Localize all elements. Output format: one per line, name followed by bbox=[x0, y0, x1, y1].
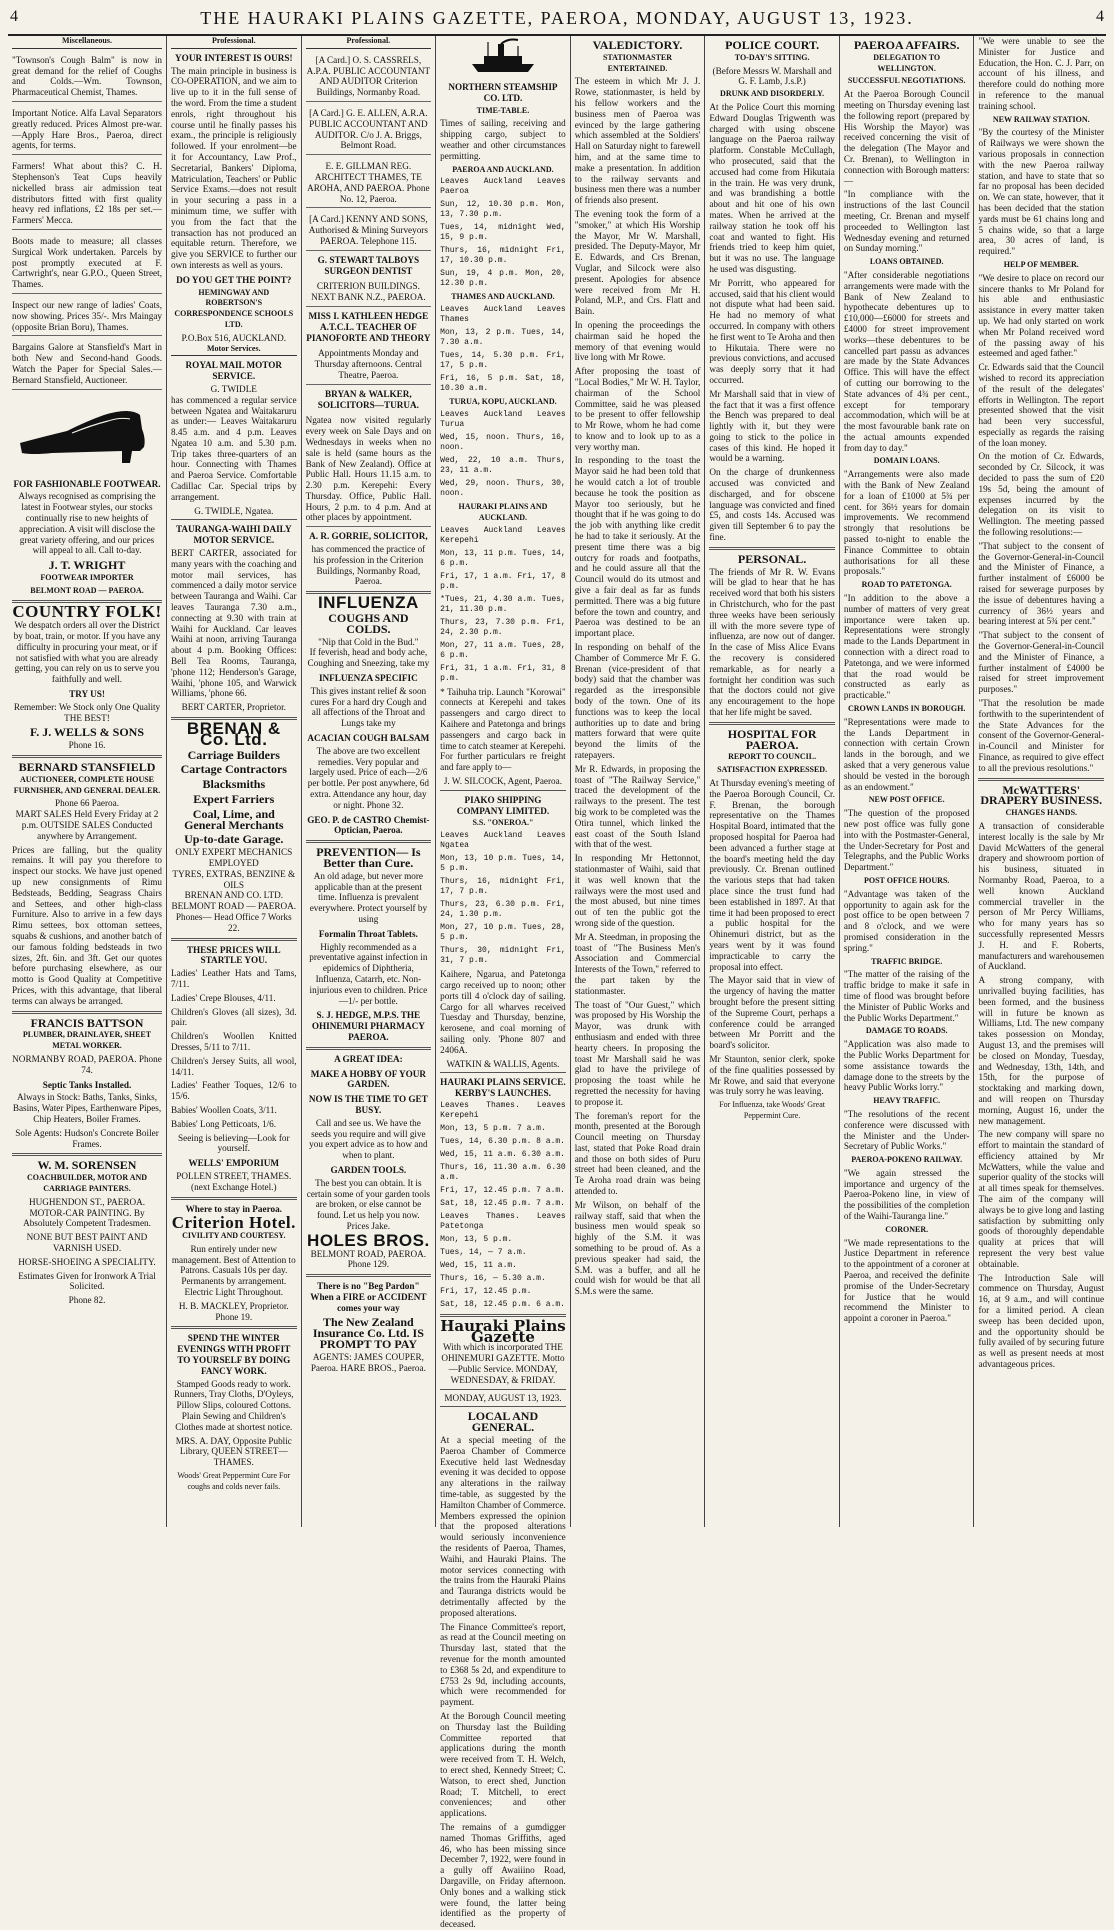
hedge-teacher: MISS I. KATHLEEN HEDGE A.T.C.L. TEACHER OF PIANOFORTE AND THEORY bbox=[306, 310, 431, 343]
gorrie-text: has commenced the practice of his profession in the Criterion Buildings, Normanby Road, Paeroa. bbox=[311, 544, 426, 587]
timetable-row: Thurs, 23, 6.30 p.m. Fri, 24, 1.30 p.m. bbox=[440, 900, 566, 920]
sole-agents: Sole Agents: Hudson's Concrete Boiler Frames. bbox=[15, 1127, 159, 1149]
timetable-row: Leaves Auckland Leaves Paeroa bbox=[440, 177, 566, 197]
wright-address: BELMONT ROAD — PAEROA. bbox=[30, 585, 144, 595]
gazette-nameplate: Hauraki Plains Gazette bbox=[440, 1316, 566, 1346]
mackley-name: H. B. MACKLEY, Proprietor. Phone 19. bbox=[178, 1300, 289, 1322]
divider bbox=[709, 547, 835, 550]
railway-station-text: "By the courtesy of the Minister of Railways we were shown the various proposals in connection with the new Paeroa railway station, and have to state that so far no proposal has been decided on. We can state, however, that it has been decided that the station yards must be 61 chains long and 5 chains wide, so that a large area, 30 acres of land, is required." bbox=[978, 127, 1105, 257]
peppermint-cure-footer: Woods' Great Peppermint Cure For coughs and colds never fails. bbox=[177, 1471, 291, 1491]
gazette-subtitle: With which is incorporated THE OHINEMURI GAZETTE. Motto—Public Service. MONDAY, WEDNESDAY, & FRIDAY. bbox=[441, 1342, 565, 1385]
article-paragraph: At the Paeroa Borough Council meeting on Thursday evening last the following report (prepared by His Worship the Mayor) was received concerning the visit of the delegation (The Mayor and Cr. Brenan), to Wellington in connection with Borough matters:— bbox=[843, 89, 970, 186]
mcwatters-heading: McWATTERS' DRAPERY BUSINESS. bbox=[980, 782, 1103, 808]
wells-name: F. J. WELLS & SONS bbox=[29, 725, 145, 740]
road-patetonga-heading: ROAD TO PATETONGA. bbox=[861, 580, 952, 590]
now-heading: NOW IS THE TIME TO GET BUSY. bbox=[308, 1094, 428, 1115]
article-paragraph: The Introduction Sale will commence on Thursday, August 16, at 9 a.m., and will continue for a limited period. A clean sweep has been decided upon, and the opportunity should be fully availed of by securing future as well as present needs at most advantageous prices. bbox=[978, 1272, 1105, 1370]
drunk-disorderly: DRUNK AND DISORDERLY. bbox=[720, 89, 825, 99]
price-line: Ladies' Leather Hats and Tams, 7/11. bbox=[171, 968, 297, 989]
personal-heading: PERSONAL. bbox=[737, 551, 807, 566]
article-paragraph: Mr Staunton, senior clerk, spoke of the fine qualities possessed by Mr Rowe, and said that everyone was truly sorry he was leaving. bbox=[709, 1053, 835, 1097]
divider bbox=[171, 938, 297, 941]
help-member-heading: HELP OF MEMBER. bbox=[1003, 259, 1079, 269]
price-line: Children's Woollen Knitted Dresses, 5/11 to 7/11. bbox=[171, 1031, 297, 1052]
bryan-walker: BRYAN & WALKER, SOLICITORS—TURUA. bbox=[317, 388, 419, 410]
personal-text: The friends of Mr R. W. Evans will be glad to hear that he has received word that both his sisters in Christchurch, who for the past three weeks have been seriously ill with the more severe type of influenza, are now out of danger. In the case of Miss Alice Evans the recovery is considered remarkable, as for nearly a fortnight her condition was such that the doctors could not give any encouragement to the hope that her life might be saved. bbox=[709, 566, 835, 718]
article-paragraph: Mr Porritt, who appeared for accused, said that his client would not dispute what had been said. He had no memory of what occurred. In company with others he first went to Te Aroha and then to Hikutaia. There were no previous convictions, and accused was deeply sorry that it had occurred. bbox=[709, 277, 835, 385]
brenan-service-line: Expert Farriers bbox=[193, 792, 275, 806]
road-patetonga-text: "In addition to the above a number of matters of very great importance were taken up. Representations were strongly made to the Lands Department in connection with a direct road to Patetonga, and we were informed that the road would be constructed as early as practicable." bbox=[843, 593, 970, 701]
wells-phone: Phone 16. bbox=[68, 740, 106, 751]
timetable-row: Mon, 13, 5 p.m. bbox=[440, 1234, 513, 1244]
divider bbox=[171, 1326, 297, 1329]
resolution-3: "That the resolution be made forthwith to the superintendent of the State Advances for the consent of the Governor-General-in-Council and Minister for Finance, as required to give effect to all the previous resolutions." bbox=[978, 698, 1105, 773]
article-paragraph: Mr R. Edwards, in proposing the toast of "The Railway Service," traced the development of the railways to the present. The test big work to be completed was the Otira tunnel, which linked the east coast of the South Island with that of the west. bbox=[574, 763, 701, 850]
timetable-row: Mon, 27, 10 p.m. Tues, 28, 5 p.m. bbox=[440, 923, 566, 943]
royal-mail-heading: ROYAL MAIL MOTOR SERVICE. bbox=[185, 360, 283, 382]
sorensen-subtitle: COACHBUILDER, MOTOR AND CARRIAGE PAINTERS. bbox=[26, 1173, 148, 1193]
classified-ad: Boots made to measure; all classes Surgical Work undertaken. Parcels by post promptly executed at F. Cartwright's, near G.P.O., Queen Street, Thames. bbox=[12, 233, 162, 294]
timetable-row: Thurs, 16, 11.30 a.m. 6.30 a.m. bbox=[440, 1162, 566, 1182]
footwear-text: Always recognised as comprising the latest in Footwear styles, our stocks continually rise to new heights of appreciation. A visit will disclose the great variety offering, and our prices will appeal to all. Call to-day. bbox=[18, 491, 156, 556]
oneroa-heading: S.S. "ONEROA." bbox=[472, 818, 534, 828]
coroner-text: "We made representations to the Justice Department in reference to the appointment of a coroner at Paeroa, and received the definite promise of the Under-Secretary for Justice that he would recommend the Minister to appoint a coroner in Paeroa." bbox=[843, 1237, 970, 1324]
resolution-1: "That subject to the consent of the Governor-General-in-Council and the Minister of Finance, a further instalment of £6000 be raised for sewerage purposes by the issue of debentures having a currency of 36½ years and bearing interest at 5¾ per cent." bbox=[978, 540, 1105, 627]
section-heading: Miscellaneous. bbox=[12, 36, 162, 49]
timetable-row: Sat, 18, 12.45 p.m. 7 a.m. bbox=[440, 1198, 565, 1208]
divider bbox=[306, 1047, 432, 1050]
route-hauraki-auckland: HAURAKI PLAINS AND AUCKLAND. bbox=[458, 501, 548, 522]
hemingway-name: HEMINGWAY AND ROBERTSON'S CORRESPONDENCE SCHOOLS LTD. bbox=[174, 287, 294, 329]
timetable-row: Thurs, 16, midnight Fri, 17, 7 p.m. bbox=[440, 877, 566, 897]
column-2-professional bbox=[167, 36, 302, 1527]
railway-text: "We again stressed the importance and urgency of the Paeroa-Pokeno line, in view of the possibilities of the completion of the Waihi-Tauranga line." bbox=[843, 1167, 970, 1222]
traffic-bridge-heading: TRAFFIC BRIDGE. bbox=[871, 956, 943, 966]
news-paragraph: The Finance Committee's report, as read at the Council meeting on Thursday last, stated that the revenue for the month amounted to £368 5s 2d, and expenditure to £753 2s 9d, including accounts, which were recommended for payment. bbox=[440, 1621, 566, 1708]
divider bbox=[978, 778, 1104, 781]
newspaper-title: THE HAURAKI PLAINS GAZETTE, PAEROA, MONDAY, AUGUST 13, 1923. bbox=[200, 8, 914, 28]
timetable-row: Leaves Auckland Leaves Ngatea bbox=[440, 831, 566, 851]
railway-heading: PAEROA-POKENO RAILWAY. bbox=[851, 1155, 963, 1165]
paint-text: NONE BUT BEST PAINT AND VARNISH USED. bbox=[26, 1232, 148, 1253]
paeroa-affairs-heading: PAEROA AFFAIRS. bbox=[853, 38, 960, 52]
twidle-name: G. TWIDLE bbox=[210, 383, 257, 394]
ladies-shoe-icon bbox=[12, 393, 162, 473]
timetable-row: Wed, 22, 10 a.m. Thurs, 23, 11 a.m. bbox=[440, 455, 566, 475]
brenan-service-line: Carriage Builders bbox=[187, 747, 280, 762]
classified-ad: "Townson's Cough Balm" is now in great demand for the relief of Coughs and Colds.—Wm. Townson, Pharmaceutical Chemist, Thames. bbox=[12, 52, 162, 102]
column-8-council-mcwatters bbox=[974, 36, 1108, 1527]
police-court-heading: POLICE COURT. bbox=[725, 38, 820, 52]
post-office-text: "The question of the proposed new post office was fully gone into with the Postmaster-General, the Under-Secretary for Post and Telegraphs, and the Public Works Department." bbox=[843, 808, 970, 873]
damage-roads-heading: DAMAGE TO ROADS. bbox=[865, 1026, 948, 1036]
timetable-row: Tues, 14, 5.30 p.m. Fri, 17, 5 p.m. bbox=[440, 351, 566, 371]
timetable-row: Leaves Auckland Leaves Thames bbox=[440, 305, 566, 325]
talboys-name: G. STEWART TALBOYS SURGEON DENTIST bbox=[317, 254, 420, 276]
divider bbox=[306, 840, 432, 843]
timetable-row: *Tues, 21, 4.30 a.m. Tues, 21, 11.30 p.m. bbox=[440, 594, 566, 614]
shoe-illustration bbox=[12, 393, 162, 475]
acacian-text: The above are two excellent remedies. Very popular and largely used. Price of each—2/6 per bottle. Per post anywhere, 6d extra. Attendance any hour, day or night. Phone 32. bbox=[307, 745, 429, 810]
price-line: Ladies' Feather Toques, 12/6 to 15/6. bbox=[171, 1080, 297, 1102]
timetable-row: Mon, 13, 11 p.m. Tues, 14, 6 p.m. bbox=[440, 548, 566, 568]
septic-tanks: Septic Tanks Installed. bbox=[42, 1079, 132, 1090]
news-paragraph: The remains of a gumdigger named Thomas Griffiths, aged 46, who has been missing since December 7, 1922, were found in a gully off Awaiiino Road, Dargaville, on Friday afternoon. Only bones and a walking stick were found, the latter being identified as the property of deceased. bbox=[440, 1821, 566, 1930]
post-office-hours-text: "Advantage was taken of the opportunity to again ask for the post office to be open between 7 and 8 o'clock, and we were promised consideration in the spring." bbox=[843, 888, 970, 953]
tools-heading: GARDEN TOOLS. bbox=[330, 1164, 407, 1175]
help-member-text: "We desire to place on record our sincere thanks to Mr Poland for his able and enthusiastic assistance in every matter taken up. We had only started on work when Mr Poland received word of the passing away of his esteemed and aged father." bbox=[978, 272, 1105, 359]
steamship-company: NORTHERN STEAMSHIP CO. LTD. bbox=[448, 82, 558, 103]
remember-text: Remember: We Stock only One Quality THE BEST! bbox=[13, 701, 161, 723]
criterion-hotel: Criterion Hotel. bbox=[171, 1213, 296, 1233]
valedictory-heading: VALEDICTORY. bbox=[592, 38, 683, 52]
page-number-left: 4 bbox=[10, 8, 18, 25]
article-paragraph: The evening took the form of a "smoker," at which His Worship the Mayor, Mr W. Marshall, presided. The Deputy-Mayor, Mr E. Edwards, and Crs Brenan, Vuglar, and Silcock were also present. Apologies for absence were received from Mr H. Poland, M.P., and Crs. Flatt and Bain. bbox=[574, 208, 701, 317]
brenan-service-line: Blacksmiths bbox=[202, 777, 266, 792]
brenan-name: BRENAN & Co. Ltd. bbox=[186, 719, 281, 749]
nip-text: "Nip that Cold in the Bud." bbox=[318, 636, 419, 647]
timetable-row: Fri, 17, 1 a.m. Fri, 17, 8 p.m. bbox=[440, 571, 566, 591]
tools-text: The best you can obtain. It is certain some of your garden tools are broken, or else cannot be found. Let us help you now. Prices Jake. bbox=[306, 1177, 430, 1231]
section-heading: Professional. bbox=[306, 36, 432, 49]
divider bbox=[12, 755, 162, 758]
sorensen-phone: Phone 82. bbox=[68, 1295, 106, 1306]
timetable-note: Times of sailing, receiving and shipping cargo, subject to weather and other circumstances permitting. bbox=[440, 118, 566, 161]
classified-ad: Inspect our new range of ladies' Coats, now showing. Prices 35/-. Mrs Maingay (opposite Brian Boru), Thames. bbox=[12, 297, 162, 336]
timetable-row: Leaves Auckland Leaves Kerepehi bbox=[440, 525, 566, 545]
delegation-subheading: DELEGATION TO WELLINGTON. bbox=[873, 52, 941, 73]
tauranga-text: BERT CARTER, associated for many years with the coaching and motor mail services, has commenced a daily motor service between Tauranga and Waihi. Car leaves Tauranga 7.30 a.m., connecting at 9.30 with train at Waihi for Auckland. Car leaves Waihi at noon, arriving Tauranga about 4 p.m. Booking Offices: Bell Tea Rooms, Tauranga, 'phone 112; Henderson's Garage, Waihi, 'phone 105, and Warwick Williams, 'phone 66. bbox=[171, 548, 297, 699]
news-paragraph: At a special meeting of the Paeroa Chamber of Commerce Executive held last Wednesday evening it was decided to oppose any alterations in the railway time-table, as suggested by the Hamilton Chamber of Commerce. Members expressed the opinion that the proposed alterations would seriously inconvenience the residents of Paeroa, Thames, Waihi, and Hauraki Plains. The motor services connecting with the trains from the Hauraki Plains and Tauranga districts would be detrimentally affected by the proposed alterations. bbox=[440, 1435, 566, 1618]
battson-address: NORMANBY ROAD, PAEROA. Phone 74. bbox=[12, 1053, 162, 1075]
allen-card: [A Card.] G. E. ALLEN, A.R.A. PUBLIC ACCOUNTANT AND AUDITOR. C/o J. A. Briggs, Belmont Road. bbox=[306, 105, 432, 155]
price-line: Ladies' Crepe Blouses, 4/11. bbox=[171, 992, 276, 1003]
hobby-heading: MAKE A HOBBY OF YOUR GARDEN. bbox=[310, 1068, 427, 1090]
timetable-row: Sun, 12, 10.30 p.m. Mon, 13, 7.30 p.m. bbox=[440, 200, 566, 220]
resolution-text: Cr. Edwards said that the Council wished to record its appreciation of the result of the delegates' efforts in Wellington. The report presented showed that the visit had been very successful, especially as regards the raising of the loan money. bbox=[978, 362, 1105, 448]
country-folk-heading: COUNTRY FOLK! bbox=[12, 602, 162, 622]
crown-lands-text: "Representations were made to the Lands Department in connection with certain Crown lands in the borough, and we asked that a very generous value should be vested in the borough as an endowment." bbox=[843, 716, 970, 792]
article-paragraph: Mr Wilson, on behalf of the railway staff, said that when the business men would speak so highly of the S.M. it was something to be proud of. As a previous speaker had said, the S.M. was a buffer, and all he could wish for would be that all S.M.s were the same. bbox=[574, 1199, 701, 1297]
divider bbox=[306, 1274, 432, 1277]
prevention-text: An old adage, but never more applicable than at the present time. Influenza is prevalent everywhere. Protect yourself by using bbox=[309, 870, 428, 924]
timetable-row: Fri, 16, 5 p.m. Sat, 18, 10.30 a.m. bbox=[440, 374, 566, 394]
article-paragraph: The new company will spare no effort to maintain the standard of efficiency attained by Mr McWatters, while the value and superior quality of the stocks will at all times speak for themselves. The aim of the company will always be to give long and lasting satisfaction by submitting only goods of thoroughly dependable quality at prices that will represent the very best value obtainable. bbox=[978, 1129, 1105, 1269]
silcock-agent: J. W. SILCOCK, Agent, Paeroa. bbox=[443, 775, 563, 786]
brenan-service-line: Cartage Contractors bbox=[180, 762, 287, 777]
believing-text: Seeing is believing—Look for yourself. bbox=[178, 1132, 290, 1154]
article-paragraph: After proposing the toast of "Local Bodies," Mr W. H. Taylor, chairman of the School Committee, said he was pleased to be present to offer fellowship to Mr Rowe, whom he had come to know and to look up to as a very worthy man. bbox=[574, 366, 701, 452]
stansfield-name: BERNARD STANSFIELD bbox=[18, 760, 156, 775]
bryan-text: Ngatea now visited regularly every week on Sale Days and on Wednesdays in weeks when no sale is held (same hours as the Bank of New Zealand). Office at Public Hall. Hours 11.15 a.m. to 2.30 p.m. Kerepehi: Every Thursday. Office, Public Hall. Hours, 2 p.m. to 4 p.m. And at other places by appointment. bbox=[306, 412, 432, 527]
footwear-caption: FOR FASHIONABLE FOOTWEAR. bbox=[13, 478, 161, 489]
in-stock-text: Always in Stock: Baths, Tanks, Sinks, Basins, Water Pipes, Earthenware Pipes, Chip Heaters, Boiler Frames. bbox=[12, 1092, 162, 1124]
specific-text: This gives instant relief & soon cures For a hard dry Cough and all affections of the Throat and Lungs take my bbox=[310, 685, 427, 729]
formalin-text: Highly recommended as a preventative against infection in epidemics of Diphtheria, Influenza, Catarrh, etc. Non-injurious even to children. Price—1/- per bottle. bbox=[309, 941, 428, 1006]
column-4-shipping bbox=[436, 36, 571, 1930]
negotiations-subheading: SUCCESSFUL NEGOTIATIONS. bbox=[847, 76, 966, 86]
timetable-row: Sat, 18, 12.45 p.m. 6 a.m. bbox=[440, 1299, 565, 1309]
article-paragraph: In responding to the toast the Mayor said he had been told that he would catch a lot of trouble because he took the position as Mayor too seriously, but he thought that if he was going to do the job with anything like credit he had to take it seriously. At the present time there was a big outcry for roads and footpaths, and he could assure all that the Council would do its utmost and give a fair deal as far as funds permitted. There was a big future before the town and country, and Paeroa was destined to be an important place. bbox=[574, 455, 701, 639]
brenan-address: BRENAN AND CO. LTD. BELMONT ROAD — PAEROA. Phones— Head Office 7 Works 22. bbox=[171, 890, 297, 933]
timetable-5-note: Kaihere, Ngarua, and Patetonga cargo received up to noon; other ports till 4 o'clock day of sailing. Cargo for all wharves received Tuesday and Thursday, benzine, kerosene, and coal morning of sailing only. 'Phone 807 and 2406A. bbox=[440, 969, 566, 1055]
crown-lands-heading: CROWN LANDS IN BOROUGH. bbox=[848, 704, 966, 714]
column-5-valedictory bbox=[571, 36, 706, 1527]
timetable-row: Sun, 19, 4 p.m. Mon, 20, 12.30 p.m. bbox=[440, 269, 566, 289]
hedge-text: Appointments Monday and Thursday afternoons. Central Theatre, Paeroa. bbox=[306, 345, 432, 384]
article-paragraph: At Thursday evening's meeting of the Paeroa Borough Council, Cr. F. Brenan, the borough representative on the Thames Hospital Board, intimated that the proposed hospital for Paeroa had been advanced a further stage at the board's meeting held the day previously. Cr. Brenan outlined the various steps that had taken place since the trust fund had been established in 1897. At that time it had been proposed to erect a public hospital for the Ohinemuri district, but as the years went by it was found impracticable to carry the proposal into effect. bbox=[709, 778, 835, 972]
heavy-traffic-text: "The resolutions of the recent conference were discussed with the Minister and the Under-Secretary of Public Works." bbox=[843, 1108, 970, 1152]
timetable-row: Fri, 17, 12.45 p.m. bbox=[440, 1286, 532, 1296]
divider bbox=[12, 1011, 162, 1014]
steamship-icon bbox=[468, 38, 538, 76]
sorensen-address: HUGHENDON ST., PAEROA. bbox=[28, 1196, 146, 1207]
mart-sales: MART SALES Held Every Friday at 2 p.m. OUTSIDE SALES Conducted anywhere by Arrangement. bbox=[15, 809, 159, 841]
section-heading: Motor Services. bbox=[171, 344, 297, 357]
sorensen-name: W. M. SORENSEN bbox=[37, 1158, 137, 1173]
insurance-agents: AGENTS: JAMES COUPER, Paeroa. HARE BROS., Paeroa. bbox=[310, 1351, 426, 1373]
timetable-4-note: * Taihuha trip. Launch "Korowai" connects at Kerepehi and takes passengers and cargo direct to Kaihere and Patetonga and brings passengers and cargo back in time to catch steamer at Kerepehi. For further particulars re freight and fare apply to— bbox=[440, 686, 566, 773]
timetable-row: Thurs, 23, 7.30 p.m. Fri, 24, 2.30 p.m. bbox=[440, 617, 566, 637]
article-paragraph: The foreman's report for the month, presented at the Borough Council meeting on Thursday last, stated that Poke Road drain and those on both sides of Puru street had been cleaned, and the Te Aroha road drain was being attended to. bbox=[574, 1110, 701, 1197]
price-line: Children's Gloves (all sizes), 3d. pair. bbox=[171, 1006, 297, 1028]
great-idea: A GREAT IDEA: bbox=[334, 1053, 403, 1064]
timetable-row: Thurs, 16, midnight Fri, 17, 10.30 p.m. bbox=[440, 246, 566, 266]
watkin-wallis-agents: WATKIN & WALLIS, Agents. bbox=[446, 1058, 560, 1069]
horse-shoeing: HORSE-SHOEING A SPECIALITY. bbox=[18, 1256, 156, 1267]
article-paragraph: A strong company, with unrivalled buying facilities, has been formed, and the business will in future be known as Williams, Ltd. The new company takes possession on Monday, August 13, and the premises will be closed on Monday, Tuesday, and Wednesday, 13th, 14th, and 15th, for the purpose of stocktaking and marking down, and will reopen on Thursday morning, August 16, under the new management. bbox=[978, 975, 1105, 1126]
tauranga-heading: TAURANGA-WAIHI DAILY MOTOR SERVICE. bbox=[175, 524, 292, 546]
estimates-text: Estimates Given for Ironwork A Trial Solicited. bbox=[18, 1270, 156, 1292]
route-paeroa-auckland: PAEROA AND AUCKLAND. bbox=[452, 164, 554, 174]
domain-loans-text: "Arrangements were also made with the Bank of New Zealand for a loan of £1000 at 5¾ per cent. for 36½ years for domain improvements. We recommend strongly that resolutions be passed to-night to enable the Finance Committee to obtain authorisations for all these proposals." bbox=[843, 469, 970, 577]
influenza-heading: INFLUENZA bbox=[317, 593, 419, 613]
twidle-signature: G. TWIDLE, Ngatea. bbox=[194, 505, 274, 516]
try-us: TRY US! bbox=[69, 689, 105, 700]
divider bbox=[171, 1197, 297, 1200]
timetable-row: Tues, 14, — 7 a.m. bbox=[440, 1247, 527, 1257]
stansfield-subtitle: AUCTIONEER, COMPLETE HOUSE FURNISHER, AND GENERAL DEALER. bbox=[13, 774, 161, 795]
heavy-traffic-heading: HEAVY TRAFFIC. bbox=[873, 1096, 941, 1106]
traffic-bridge-text: "The matter of the raising of the traffic bridge to make it safe in time of flood was brought before the Minister of Public Works and the Public Works Department." bbox=[843, 969, 970, 1023]
coughs-heading: COUGHS AND COLDS. bbox=[328, 611, 409, 636]
article-paragraph: In responding on behalf of the Chamber of Commerce Mr F. G. Brenan (vice-president of that body) said that the chamber was regarded as the irresponsible body of the town. One of its functions was to keep the local authorities up to date and bring matters forward that were quite beyond the limits of the ratepayers. bbox=[574, 642, 701, 760]
satisfaction-expressed: SATISFACTION EXPRESSED. bbox=[717, 765, 828, 775]
divider bbox=[171, 519, 297, 520]
post-office-heading: NEW POST OFFICE. bbox=[868, 795, 945, 805]
motorcar-painting: MOTOR-CAR PAINTING. By Absolutely Competent Tradesmen. bbox=[23, 1207, 151, 1229]
article-paragraph: "In compliance with the instructions of the last Council meeting, Cr. Brenan and myself proceeded to Wellington last Wednesday evening and returned on Sunday morning." bbox=[843, 189, 970, 254]
timetable-row: Wed, 29, noon. Thurs, 30, noon. bbox=[440, 478, 566, 498]
holes-bros: HOLES BROS. bbox=[307, 1230, 430, 1250]
page-number-right: 4 bbox=[1096, 8, 1104, 25]
divider bbox=[12, 1153, 162, 1156]
motion-text: On the motion of Cr. Edwards, seconded by Cr. Silcock, it was decided to pass the sum of £20 19s 5d, being the amount of expenses incurred by the delegation on its visit to Wellington. The meeting passed the following resolutions:— bbox=[978, 451, 1105, 538]
column-1-miscellaneous bbox=[8, 36, 167, 1527]
cassrels-card: [A Card.] O. S. CASSRELS, A.P.A. PUBLIC ACCOUNTANT AND AUDITOR Criterion Buildings, Normanby Road. bbox=[306, 52, 432, 102]
holes-address: BELMONT ROAD, PAEROA. Phone 129. bbox=[310, 1248, 427, 1270]
wells-emporium-address: POLLEN STREET, THAMES. (next Exchange Hotel.) bbox=[176, 1170, 292, 1192]
timetable-row: Leaves Thames. Leaves Kerepehi bbox=[440, 1100, 566, 1120]
masthead bbox=[8, 4, 1106, 36]
royal-mail-text: has commenced a regular service between Ngatea and Waitakaruru as under:— Leaves Waitakaruru 8.45 a.m. and 4 p.m. Leaves Ngatea 10 a.m. and 5.30 p.m. Trip takes three-quarters of an hour. Connecting with Thames and Paeroa Service. Comfortable Cadillac Car. Special trips by arrangement. bbox=[171, 394, 297, 502]
before-magistrates: (Before Messrs W. Marshall and G. F. Lamb, J.s.P.) bbox=[712, 65, 832, 87]
article-paragraph: The toast of "Our Guest," which was proposed by His Worship the Mayor, was drunk with enthusiasm and ended with three hearty cheers. In proposing the toast Mr Marshall said he was glad to have the privilege of proposing the toast while he regretted the necessity for having to propose it. bbox=[574, 999, 701, 1107]
timetable-row: Leaves Thames. Leaves Patetonga bbox=[440, 1211, 566, 1231]
stansfield-phone: Phone 66 Paeroa. bbox=[54, 798, 120, 809]
domain-loans-heading: DOMAIN LOANS. bbox=[873, 456, 940, 466]
civility-text: CIVILITY AND COURTESY. bbox=[182, 1231, 286, 1241]
section-heading: Professional. bbox=[171, 36, 297, 49]
steamship-illustration bbox=[440, 38, 566, 78]
where-to-stay: Where to stay in Paeroa. bbox=[185, 1203, 282, 1214]
todays-sitting: TO-DAY'S SITTING. bbox=[734, 52, 810, 62]
wells-emporium: WELLS' EMPORIUM bbox=[188, 1158, 280, 1169]
criterion-text: Run entirely under new management. Best of Attention to Patrons. Casuals 10s per day. Permanents by arrangement. Electric Light Throughout. bbox=[171, 1243, 296, 1298]
prevention-heading: PREVENTION— Is Better than Cure. bbox=[316, 845, 421, 870]
route-turua-kopu: TURUA, KOPU, AUCKLAND. bbox=[449, 397, 557, 407]
formalin-heading: Formalin Throat Tablets. bbox=[318, 928, 418, 939]
article-paragraph: The Mayor said that in view of the urgency of having the matter brought before the present sitting of the Supreme Court, perhaps a conference could be arranged between Mr Porritt and the board's solicitor. bbox=[709, 975, 835, 1051]
timetable-row: Wed, 15, noon. Thurs, 16, noon. bbox=[440, 432, 566, 452]
gorrie-name: A. R. GORRIE, SOLICITOR, bbox=[309, 531, 428, 542]
divider bbox=[440, 1406, 566, 1407]
gillman-card: E. E. GILLMAN REG. ARCHITECT THAMES, TE AROHA, AND PAEROA. Phone No. 12, Paeroa. bbox=[306, 158, 432, 208]
timetable-row: Fri, 31, 1 a.m. Fri, 31, 8 p.m. bbox=[440, 663, 566, 683]
acacian-balsam: ACACIAN COUGH BALSAM bbox=[307, 733, 430, 744]
brenan-service-line: Coal, Lime, and General Merchants bbox=[184, 806, 284, 832]
loans-text: "After considerable negotiations arrangements were made with the Bank of New Zealand to hypothecate debentures up to £10,000—£6000 for streets and £4000 for street improvement works—these debentures to be cancelled part passu as advances are made by the State Advances Office. This will have the effect of cutting our borrowing to the State advances of 4¾ per cent., except for temporary accommodation, which will be at the most favourable bank rate on the actual amounts expended from day to day." bbox=[843, 269, 970, 453]
timetable-row: Mon, 13, 5 p.m. 7 a.m. bbox=[440, 1123, 546, 1133]
divider bbox=[440, 1389, 566, 1390]
battson-name: FRANCIS BATTSON bbox=[30, 1015, 144, 1030]
article-paragraph: Mr A. Steedman, in proposing the toast of "The Business Men's Association and Commercial Interests of the Town," referred to the part taken by the stationmaster. bbox=[574, 931, 701, 996]
price-line: Children's Jersey Suits, all wool, 14/11. bbox=[171, 1055, 297, 1077]
carter-signature: BERT CARTER, Proprietor. bbox=[181, 702, 286, 713]
hospital-heading: HOSPITAL FOR PAEROA. bbox=[727, 726, 817, 752]
article-paragraph: On the charge of drunkenness accused was convicted and discharged, and for obscene language was convicted and fined £5, and costs 14s. Accused was given till September 6 to pay the fine. bbox=[709, 467, 835, 543]
hemingway-address: P.O.Box 516, AUCKLAND. bbox=[181, 332, 287, 343]
interest-heading: YOUR INTEREST IS OURS! bbox=[175, 52, 293, 63]
price-line: Babies' Long Petticoats, 1/6. bbox=[171, 1118, 277, 1129]
talboys-address: CRITERION BUILDINGS. NEXT BANK N.Z., PAEROA. bbox=[306, 278, 432, 307]
timetable-row: Wed, 15, 11 a.m. bbox=[440, 1260, 517, 1270]
article-paragraph: At the Police Court this morning Edward Douglas Trigwenth was charged with using obscene language on the Paeroa railway platform. Constable McCullagh, who prosecuted, said that the accused had come from Hikutaia in the train. He was very drunk, and was brandishing a bottle about and hit one of his own mates. When he arrived at the railway station he took off his coat and wanted to fight. His friends tried to keep him quiet, but it was no use. The language he used was disgusting. bbox=[709, 101, 835, 274]
column-6-police-court bbox=[705, 36, 840, 1527]
tyres-text: TYRES, EXTRAS, BENZINE & OILS bbox=[172, 868, 296, 890]
garden-text: Call and see us. We have the seeds you require and will give you expert advice as to how and when to plant. bbox=[309, 1117, 428, 1161]
divider bbox=[440, 1072, 566, 1073]
column-7-paeroa-affairs bbox=[840, 36, 975, 1527]
timetable-row: Thurs, 30, midnight Fri, 31, 7 p.m. bbox=[440, 946, 566, 966]
kerby-launches: HAURAKI PLAINS SERVICE. KERBY'S LAUNCHES. bbox=[440, 1077, 566, 1099]
timetable-row: Mon, 27, 11 a.m. Tues, 28, 6 p.m. bbox=[440, 640, 566, 660]
gazette-dateline: MONDAY, AUGUST 13, 1923. bbox=[444, 1392, 562, 1403]
beg-pardon: There is no "Beg Pardon" When a FIRE or ACCIDENT comes your way bbox=[310, 1281, 427, 1313]
stationmaster-subheading: STATIONMASTER ENTERTAINED. bbox=[602, 52, 673, 73]
column-3-professional bbox=[302, 36, 437, 1527]
nz-insurance: The New Zealand Insurance Co. Ltd. IS PROMPT TO PAY bbox=[312, 1315, 424, 1352]
stansfield-text: Prices are falling, but the quality remains. It will pay you therefore to inspect our stocks. We have just opened up new consignments of Rimu Bedsteads, Bedding, Seagrass Chairs and Settees, and other high-class Furniture. Also to arrive in a few days Rimu settees, box ottoman settees, squabs & cushions, and another batch of our famous folding bedsteads in two sizes, 2ft. 6in. and 3ft. Get our quotes before purchasing elsewhere, as our motto is Good Quality at Competitive Prices, with this advantage, that liberal terms can always be arranged. bbox=[12, 844, 162, 1006]
classified-ad: Bargains Galore at Stansfield's Mart in both New and Second-hand Goods. Watch the Paper for Special Sales.—Bernard Stansfield, Auctioneer. bbox=[12, 339, 162, 389]
piako-shipping: PIAKO SHIPPING COMPANY LIMITED. bbox=[456, 794, 550, 816]
changes-hands: CHANGES HANDS. bbox=[1005, 808, 1078, 818]
post-office-hours-heading: POST OFFICE HOURS. bbox=[863, 875, 950, 885]
castro-name: GEO. P. de CASTRO Chemist-Optician, Paeroa. bbox=[307, 814, 430, 836]
garage-heading: Up-to-date Garage. bbox=[184, 832, 284, 847]
timetable-row: Mon, 13, 2 p.m. Tues, 14, 7.30 a.m. bbox=[440, 328, 566, 348]
damage-roads-text: "Application was also made to the Public Works Department for some assistance towards the damage done to the streets by the heavy Public Works lorry." bbox=[843, 1039, 970, 1093]
article-paragraph: The esteem in which Mr J. J. Rowe, stationmaster, is held by his fellow workers and the business men of Paeroa was evinced by the large gathering which assembled at the Soldiers' Hall on Saturday night to farewell him, and at the same time to make a presentation. In addition to the railway servants and business men there was a number of friends also present. bbox=[574, 76, 701, 206]
day-name: MRS. A. DAY, Opposite Public Library, QUEEN STREET—THAMES. bbox=[175, 1435, 292, 1468]
timetable-row: Tues, 14, midnight Wed, 15, 9 p.m. bbox=[440, 223, 566, 243]
battson-subtitle: PLUMBER, DRAINLAYER, SHEET METAL WORKER. bbox=[22, 1030, 152, 1051]
timetable-row: Wed, 15, 11 a.m. 6.30 a.m. bbox=[440, 1149, 565, 1159]
price-line: Babies' Woollen Coats, 3/11. bbox=[171, 1104, 277, 1115]
timetable-row: Thurs, 16, — 5.30 a.m. bbox=[440, 1273, 546, 1283]
article-paragraph: A transaction of considerable interest locally is the sale by Mr David McWatters of the general drapery and showroom portion of his business, situated in Normanby Road, Paeroa, to a well known Auckland commercial traveller in the person of Mr Percy Williams, who for many years has so successfully represented Messrs J. H. and F. Roberts, manufacturers and warehousemen of Auckland. bbox=[978, 820, 1105, 972]
hedge-pharmacy: S. J. HEDGE, M.P.S. THE OHINEMURI PHARMACY PAEROA. bbox=[311, 1010, 425, 1042]
classified-ad: Farmers! What about this? C. H. Stephenson's Teat Cups heavily nickelled brass air admission teat distributors fitted with first quality heavy red inflations, £2 18s per set.—Farmers' Mecca. bbox=[12, 158, 162, 230]
timetable-row: Leaves Auckland Leaves Turua bbox=[440, 409, 566, 429]
country-folk-text: We despatch orders all over the District by boat, train, or motor. If you have any difficulty in procuring your meat, or if not satisfied with what you are already getting, you can rely on us to serve you faithfully and well. bbox=[13, 620, 161, 685]
columns bbox=[8, 36, 1108, 1930]
article-paragraph: In responding Mr Hettonnot, stationmaster of Waihi, said that it was well known that the railways were the most used and the most abused, but nine times out of ten the public got the wrong side of the question. bbox=[574, 853, 701, 928]
mechanics-text: ONLY EXPERT MECHANICS EMPLOYED bbox=[175, 847, 293, 868]
wright-name: J. T. WRIGHT bbox=[48, 558, 126, 573]
classified-ad: Important Notice. Alfa Laval Separators greatly reduced. Prices Almost pre-war.—Apply Hare Bros., Paeroa, direct agents, for terms. bbox=[12, 105, 162, 155]
winter-heading: SPEND THE WINTER EVENINGS WITH PROFIT TO YOURSELF BY DOING FANCY WORK. bbox=[177, 1333, 291, 1376]
railway-station-heading: NEW RAILWAY STATION. bbox=[992, 114, 1090, 124]
timetable-row: Mon, 13, 10 p.m. Tues, 14, 5 p.m. bbox=[440, 854, 566, 874]
get-the-point: DO YOU GET THE POINT? bbox=[176, 274, 292, 285]
divider bbox=[440, 790, 566, 791]
flu-text: If feverish, head and body ache, Coughing and Sneezing, take my bbox=[307, 647, 430, 669]
route-thames-auckland: THAMES AND AUCKLAND. bbox=[451, 292, 555, 302]
startle-heading: THESE PRICES WILL STARTLE YOU. bbox=[186, 944, 281, 966]
continued-text: "We were unable to see the Minister for Justice and Education, the Hon. C. J. Parr, on account of his illness, and therefore could do nothing more in reference to the manual training school. bbox=[978, 36, 1105, 111]
influenza-footer: For Influenza, take Woods' Great Peppermint Cure. bbox=[719, 1100, 825, 1120]
coroner-heading: CORONER. bbox=[885, 1224, 929, 1234]
article-paragraph: Mr Marshall said that in view of the fact that it was a first offence the Bench was prepared to deal lightly with it, but they were going to stick to the police in cases of this kind. He hoped it would be a warning. bbox=[709, 388, 835, 464]
winter-text: Stamped Goods ready to work. Runners, Tray Cloths, D'Oyleys, Pillow Slips, coloured Cottons. Plain Sewing and Children's Clothes made at shortest notice. bbox=[174, 1378, 294, 1432]
report-to-council: REPORT TO COUNCIL. bbox=[728, 752, 817, 762]
news-paragraph: At the Borough Council meeting on Thursday last the Building Committee reported that applications during the month were received from T. H. Welch, to erect shed, Kennedy Street; C. Watson, to erect shed, Junction Road; T. Mitchell, to erect conveniences; and other applications. bbox=[440, 1710, 566, 1819]
interest-text: The main principle in business is CO-OPERATION, and we aim to live up to it in the full sense of the word. From the time a student enrols, right throughout his course until he finally passes his exam., the principle is religiously followed. If your enrolment—be it for Accountancy, Law Prof., Secretarial, Bankers' Diploma, Matriculation, Teachers' or Public Service Exams.—does not result in your securing a pass in a minimum time, we suffer with you from the fact that the transaction has not produced an equitable return. Therefore, we give you SERVICE to further our own interests as well as yours. bbox=[171, 65, 297, 270]
timetable-row: Tues, 14, 6.30 p.m. 8 a.m. bbox=[440, 1136, 565, 1146]
timetable-row: Fri, 17, 12.45 p.m. 7 a.m. bbox=[440, 1185, 565, 1195]
resolution-2: "That subject to the consent of the Governor-General-in-Council and the Minister of Finance, a further instalment of £4000 be raised for street improvement purposes." bbox=[978, 630, 1105, 695]
local-general-heading: LOCAL AND GENERAL. bbox=[467, 1409, 539, 1435]
wright-subtitle: FOOTWEAR IMPORTER bbox=[40, 572, 134, 582]
loans-heading: LOANS OBTAINED. bbox=[869, 257, 944, 267]
timetable-heading: TIME-TABLE. bbox=[476, 105, 530, 115]
article-paragraph: In opening the proceedings the chairman said he hoped the memory of that evening would live long with Mr Rowe. bbox=[574, 319, 701, 363]
kenny-card: [A Card.] KENNY AND SONS, Authorised & Mining Surveyors PAEROA. Telephone 115. bbox=[306, 211, 432, 250]
influenza-specific: INFLUENZA SPECIFIC bbox=[318, 673, 418, 684]
divider bbox=[709, 722, 835, 725]
